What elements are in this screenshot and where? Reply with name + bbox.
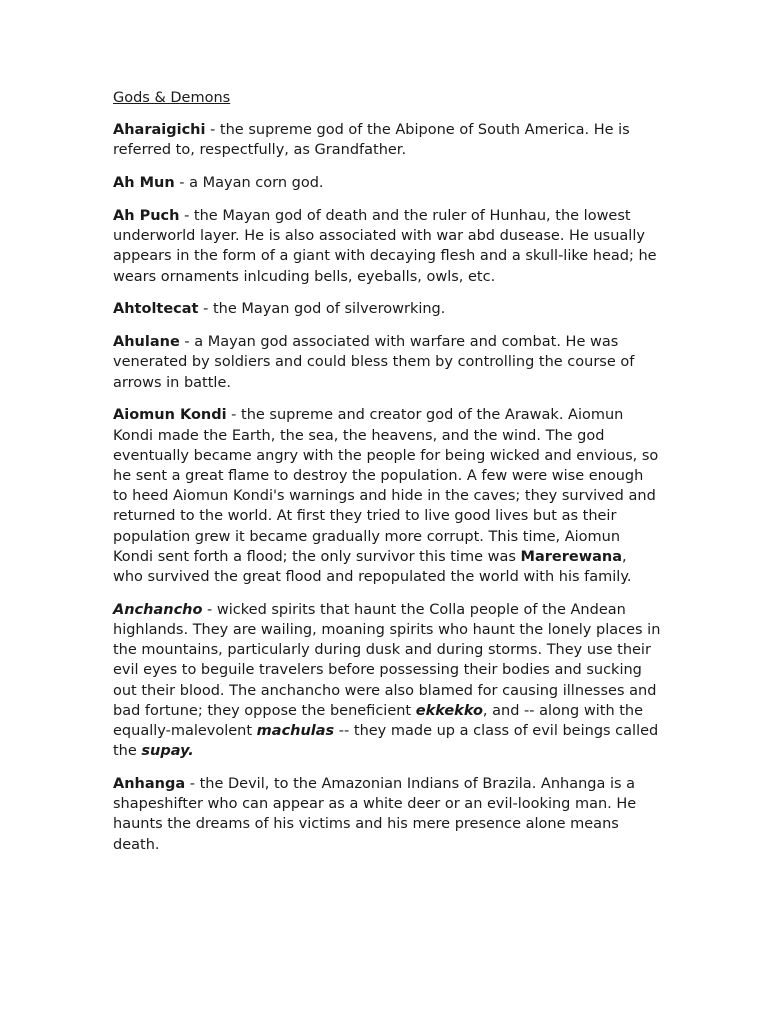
entry-term: Anhanga [113, 776, 186, 793]
entry-term: Anchancho [113, 601, 203, 618]
entry-text: -- they made up a class of evil beings called the [113, 723, 659, 760]
entry-aharaigichi [113, 120, 661, 160]
entry-term: Aharaigichi [113, 122, 206, 139]
entry-anchancho [113, 600, 661, 762]
entry-text: - the Mayan god of death and the ruler of Hunhau, the lowest underworld layer. He is also associated with war abd dusease. He usually appears in the form of a giant with decaying flesh and a skull-like head; he wears ornaments inlcuding bells, eyeballs, owls, etc. [113, 208, 657, 285]
entry-term-machulas: machulas [256, 723, 335, 740]
entry-text: - the supreme and creator god of the Arawak. Aiomun Kondi made the Earth, the sea, the heavens, and the wind. The god eventually became angry with the people for being wicked and envious, so he sent a great flame to destroy the population. A few were wise enough to heed Aiomun Kondi's warnings and hide in the caves; they survived and returned to the world. At first they tried to live good lives but as their population grew it became gradually more corrupt. This time, Aiomun Kondi sent forth a flood; the only survivor this time was [113, 407, 659, 565]
document-heading: Gods & Demons [113, 90, 231, 106]
entry-text: - a Mayan corn god. [174, 175, 324, 192]
entry-anhanga [113, 774, 661, 855]
entry-term-supay: supay. [141, 743, 194, 760]
entry-aiomun-kondi [113, 405, 661, 587]
entry-term-marerewana: Marerewana [520, 548, 622, 565]
document-page [113, 88, 661, 867]
entry-term: Ahtoltecat [113, 301, 199, 318]
entry-text: - the Mayan god of silverowrking. [198, 301, 446, 318]
entry-text: - the Devil, to the Amazonian Indians of Brazila. Anhanga is a shapeshifter who can appear as a white deer or an evil-looking man. He haunts the dreams of his victims and his mere presence alone means death. [113, 776, 637, 853]
entry-text: - the supreme god of the Abipone of South America. He is referred to, respectfully, as Grandfather. [113, 122, 630, 159]
entry-term: Ahulane [113, 334, 180, 351]
entry-term-ekkekko: ekkekko [415, 702, 483, 719]
entry-term: Aiomun Kondi [113, 407, 227, 424]
entry-text: , and -- along with the equally-malevolent [113, 702, 644, 740]
entry-ah-puch [113, 206, 661, 287]
entry-term: Ah Mun [113, 175, 175, 192]
entry-ahulane [113, 332, 661, 393]
entry-ah-mun [113, 173, 661, 193]
entry-term: Ah Puch [113, 208, 180, 224]
entry-ahtoltecat [113, 299, 661, 319]
entry-text: , who survived the great flood and repopulated the world with his family. [113, 548, 632, 586]
entry-text: - a Mayan god associated with warfare and combat. He was venerated by soldiers and could bless them by controlling the course of arrows in battle. [113, 334, 635, 391]
entry-text: - wicked spirits that haunt the Colla people of the Andean highlands. They are wailing, moaning spirits who haunt the lonely places in the mountains, particularly during dusk and during storms. They use their evil eyes to beguile travelers before possessing their bodies and sucking out their blood. The anchancho were also blamed for causing illnesses and bad fortune; they oppose the beneficient [113, 601, 661, 719]
